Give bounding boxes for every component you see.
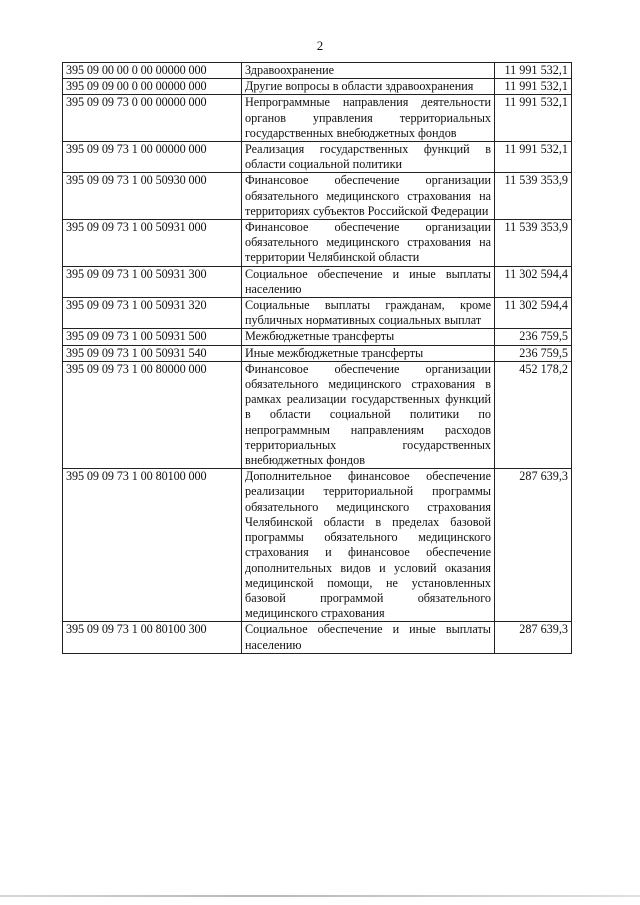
row-code: 395 09 09 73 1 00 50931 300 bbox=[63, 266, 242, 297]
row-name: Финансовое обеспечение организации обязательного медицинского страхования в рамках реализации государственных функций в области социальной политики по непрограммным направлениям расходов территориальных государственных внебюджетных фондов bbox=[242, 361, 495, 468]
table-row bbox=[63, 266, 572, 297]
row-code: 395 09 09 73 1 00 50931 500 bbox=[63, 329, 242, 345]
row-name: Другие вопросы в области здравоохранения bbox=[242, 79, 495, 95]
row-code: 395 09 00 00 0 00 00000 000 bbox=[63, 63, 242, 79]
row-name: Непрограммные направления деятельности органов управления территориальных государственных внебюджетных фондов bbox=[242, 95, 495, 142]
row-name: Дополнительное финансовое обеспечение реализации территориальной программы обязательного медицинского страхования Челябинской области в пределах базовой программы обязательного медицинского страхования и финансовое обеспечение дополнительных видов и условий оказания медицинской помощи, не установленных базовой программой обязательного медицинского страхования bbox=[242, 469, 495, 622]
row-code: 395 09 09 73 1 00 50931 000 bbox=[63, 220, 242, 267]
table-row bbox=[63, 361, 572, 468]
table-row bbox=[63, 95, 572, 142]
table-row bbox=[63, 345, 572, 361]
row-amount: 11 539 353,9 bbox=[495, 220, 572, 267]
row-name: Финансовое обеспечение организации обязательного медицинского страхования на территориях субъектов Российской Федерации bbox=[242, 173, 495, 220]
scan-edge-line bbox=[0, 895, 640, 897]
row-name: Здравоохранение bbox=[242, 63, 495, 79]
row-amount: 236 759,5 bbox=[495, 345, 572, 361]
row-code: 395 09 09 73 0 00 00000 000 bbox=[63, 95, 242, 142]
row-amount: 11 302 594,4 bbox=[495, 266, 572, 297]
row-code: 395 09 09 73 1 00 50931 540 bbox=[63, 345, 242, 361]
table-row bbox=[63, 469, 572, 622]
row-code: 395 09 09 00 0 00 00000 000 bbox=[63, 79, 242, 95]
row-amount: 11 991 532,1 bbox=[495, 142, 572, 173]
row-name: Реализация государственных функций в области социальной политики bbox=[242, 142, 495, 173]
table-row bbox=[63, 63, 572, 79]
row-amount: 11 991 532,1 bbox=[495, 79, 572, 95]
row-name: Социальное обеспечение и иные выплаты населению bbox=[242, 622, 495, 653]
table-row bbox=[63, 220, 572, 267]
table-row bbox=[63, 329, 572, 345]
table-row bbox=[63, 79, 572, 95]
row-amount: 11 991 532,1 bbox=[495, 95, 572, 142]
row-name: Социальное обеспечение и иные выплаты населению bbox=[242, 266, 495, 297]
row-amount: 452 178,2 bbox=[495, 361, 572, 468]
row-code: 395 09 09 73 1 00 80100 300 bbox=[63, 622, 242, 653]
row-code: 395 09 09 73 1 00 50930 000 bbox=[63, 173, 242, 220]
row-name: Иные межбюджетные трансферты bbox=[242, 345, 495, 361]
table-row bbox=[63, 622, 572, 653]
row-amount: 287 639,3 bbox=[495, 469, 572, 622]
page-number: 2 bbox=[316, 38, 324, 53]
row-amount: 287 639,3 bbox=[495, 622, 572, 653]
row-code: 395 09 09 73 1 00 80000 000 bbox=[63, 361, 242, 468]
row-name: Социальные выплаты гражданам, кроме публичных нормативных социальных выплат bbox=[242, 298, 495, 329]
row-amount: 11 991 532,1 bbox=[495, 63, 572, 79]
row-code: 395 09 09 73 1 00 80100 000 bbox=[63, 469, 242, 622]
table-row bbox=[63, 142, 572, 173]
row-code: 395 09 09 73 1 00 00000 000 bbox=[63, 142, 242, 173]
row-code: 395 09 09 73 1 00 50931 320 bbox=[63, 298, 242, 329]
row-amount: 11 539 353,9 bbox=[495, 173, 572, 220]
table-row bbox=[63, 298, 572, 329]
row-name: Финансовое обеспечение организации обязательного медицинского страхования на территории Челябинской области bbox=[242, 220, 495, 267]
row-amount: 11 302 594,4 bbox=[495, 298, 572, 329]
row-amount: 236 759,5 bbox=[495, 329, 572, 345]
budget-table bbox=[62, 62, 572, 654]
table-row bbox=[63, 173, 572, 220]
row-name: Межбюджетные трансферты bbox=[242, 329, 495, 345]
